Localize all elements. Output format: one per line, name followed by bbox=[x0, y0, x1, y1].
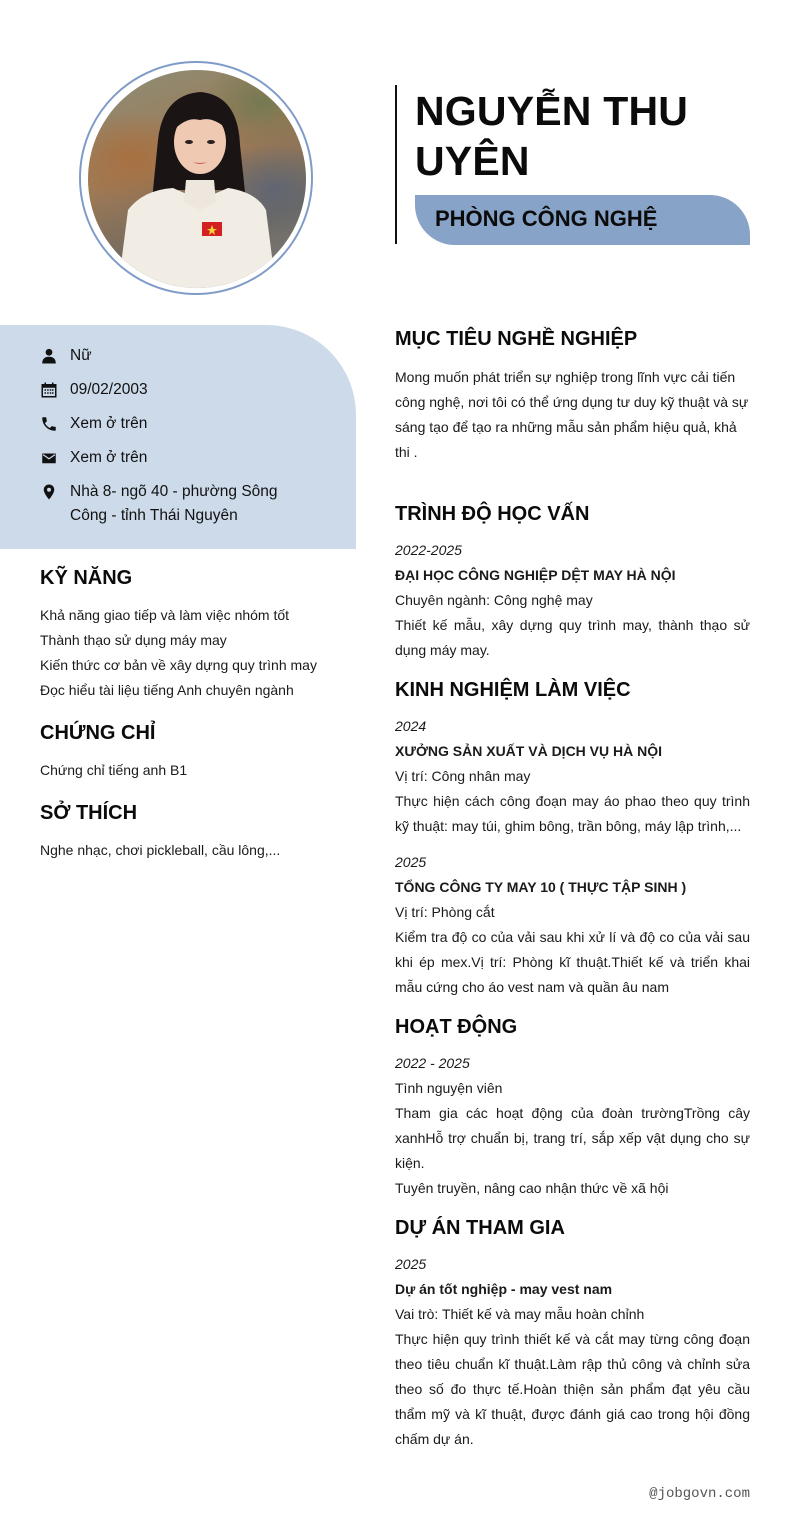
entry-role: Vị trí: Công nhân may bbox=[395, 768, 531, 784]
gender-value: Nữ bbox=[70, 347, 92, 364]
skill-item: Khả năng giao tiếp và làm việc nhóm tốt bbox=[40, 607, 290, 623]
entry-organization: ĐẠI HỌC CÔNG NGHIỆP DỆT MAY HÀ NỘI bbox=[395, 567, 676, 583]
entry-date: 2022-2025 bbox=[395, 542, 462, 558]
birthdate-value: 09/02/2003 bbox=[70, 381, 148, 398]
entry-description: Thiết kế mẫu, xây dựng quy trình may, thành thạo sử dụng máy may. bbox=[395, 617, 750, 658]
certificates-title: CHỨNG CHỈ bbox=[40, 722, 156, 744]
contact-phone bbox=[40, 412, 300, 436]
projects-title: DỰ ÁN THAM GIA bbox=[395, 1217, 565, 1239]
avatar bbox=[88, 70, 306, 288]
contact-birthdate bbox=[40, 378, 300, 402]
skills-title: KỸ NĂNG bbox=[40, 567, 133, 589]
name-accent-bar bbox=[395, 85, 397, 244]
entry-role: Chuyên ngành: Công nghệ may bbox=[395, 592, 593, 608]
certificate-item: Chứng chỉ tiếng anh B1 bbox=[40, 762, 188, 778]
entry-project-name: Dự án tốt nghiệp - may vest nam bbox=[395, 1281, 613, 1297]
contact-address bbox=[40, 480, 300, 528]
person-icon bbox=[40, 344, 64, 368]
entry-description: Thực hiện quy trình thiết kế và cắt may từng công đoạn theo tiêu chuẩn kĩ thuật.Làm rập thủ công và chỉnh sửa theo số đo thực tế.Hoàn thiện sản phẩm đạt yêu cầu thẩm mỹ và kĩ thuật, được đánh giá cao trong hội đồng chấm dự án. bbox=[395, 1331, 750, 1447]
email-value[interactable]: Xem ở trên bbox=[70, 449, 148, 466]
entry-date: 2025 bbox=[395, 1256, 427, 1272]
candidate-name: NGUYỄN THU UYÊN bbox=[415, 88, 689, 184]
skill-item: Đọc hiểu tài liệu tiếng Anh chuyên ngành bbox=[40, 682, 294, 698]
entry-date: 2025 bbox=[395, 854, 427, 870]
phone-value[interactable]: Xem ở trên bbox=[70, 415, 148, 432]
hobby-item: Nghe nhạc, chơi pickleball, cầu lông,... bbox=[40, 842, 281, 858]
watermark[interactable]: @jobgovn.com bbox=[649, 1486, 750, 1502]
experience-entry bbox=[395, 850, 750, 1000]
entry-role: Tình nguyện viên bbox=[395, 1080, 503, 1096]
entry-description: Kiểm tra độ co của vải sau khi xử lí và độ co của vải sau khi ép mex.Vị trí: Phòng kĩ thuật.Thiết kế và triển khai mẫu cứng cho áo vest nam và quần âu nam bbox=[395, 929, 750, 995]
entry-date: 2022 - 2025 bbox=[395, 1055, 470, 1071]
location-icon bbox=[40, 480, 64, 504]
skill-item: Kiến thức cơ bản về xây dựng quy trình may bbox=[40, 657, 317, 673]
entry-description: Tham gia các hoạt động của đoàn trườngTrồng cây xanhHỗ trợ chuẩn bị, trang trí, sắp xếp vật dụng cho sự kiện. bbox=[395, 1105, 750, 1171]
phone-icon bbox=[40, 412, 64, 436]
objective-title: MỤC TIÊU NGHỀ NGHIỆP bbox=[395, 328, 638, 350]
entry-organization: TỔNG CÔNG TY MAY 10 ( THỰC TẬP SINH ) bbox=[395, 879, 687, 895]
entry-description-extra: Tuyên truyền, nâng cao nhận thức về xã hội bbox=[395, 1180, 669, 1196]
entry-organization: XƯỞNG SẢN XUẤT VÀ DỊCH VỤ HÀ NỘI bbox=[395, 743, 663, 759]
activity-entry bbox=[395, 1051, 750, 1201]
calendar-icon bbox=[40, 378, 64, 402]
address-value: Nhà 8- ngõ 40 - phường Sông Công - tỉnh Thái Nguyên bbox=[70, 483, 278, 524]
department-badge bbox=[415, 195, 750, 245]
entry-role: Vai trò: Thiết kế và may mẫu hoàn chỉnh bbox=[395, 1306, 645, 1322]
entry-date: 2024 bbox=[395, 718, 427, 734]
experience-title: KINH NGHIỆM LÀM VIỆC bbox=[395, 679, 631, 701]
department-label: PHÒNG CÔNG NGHỆ bbox=[435, 206, 658, 231]
contact-email bbox=[40, 446, 300, 470]
entry-description: Thực hiện cách công đoạn may áo phao theo quy trình kỹ thuật: may túi, ghim bông, trần bông, máy lập trình,... bbox=[395, 793, 750, 834]
portrait-illustration bbox=[88, 70, 306, 288]
entry-role: Vị trí: Phòng cắt bbox=[395, 904, 495, 920]
contact-gender bbox=[40, 344, 300, 368]
education-entry bbox=[395, 538, 750, 663]
hobbies-title: SỞ THÍCH bbox=[40, 802, 138, 824]
education-title: TRÌNH ĐỘ HỌC VẤN bbox=[395, 503, 590, 525]
activities-title: HOẠT ĐỘNG bbox=[395, 1016, 518, 1038]
skill-item: Thành thạo sử dụng máy may bbox=[40, 632, 227, 648]
objective-text: Mong muốn phát triển sự nghiệp trong lĩnh vực cải tiến công nghệ, nơi tôi có thể ứng dụng tư duy kỹ thuật và sự sáng tạo để tạo ra những mẫu sản phẩm hiệu quả, khả thi . bbox=[395, 369, 749, 460]
experience-entry bbox=[395, 714, 750, 839]
email-icon bbox=[40, 446, 64, 470]
project-entry bbox=[395, 1252, 750, 1452]
